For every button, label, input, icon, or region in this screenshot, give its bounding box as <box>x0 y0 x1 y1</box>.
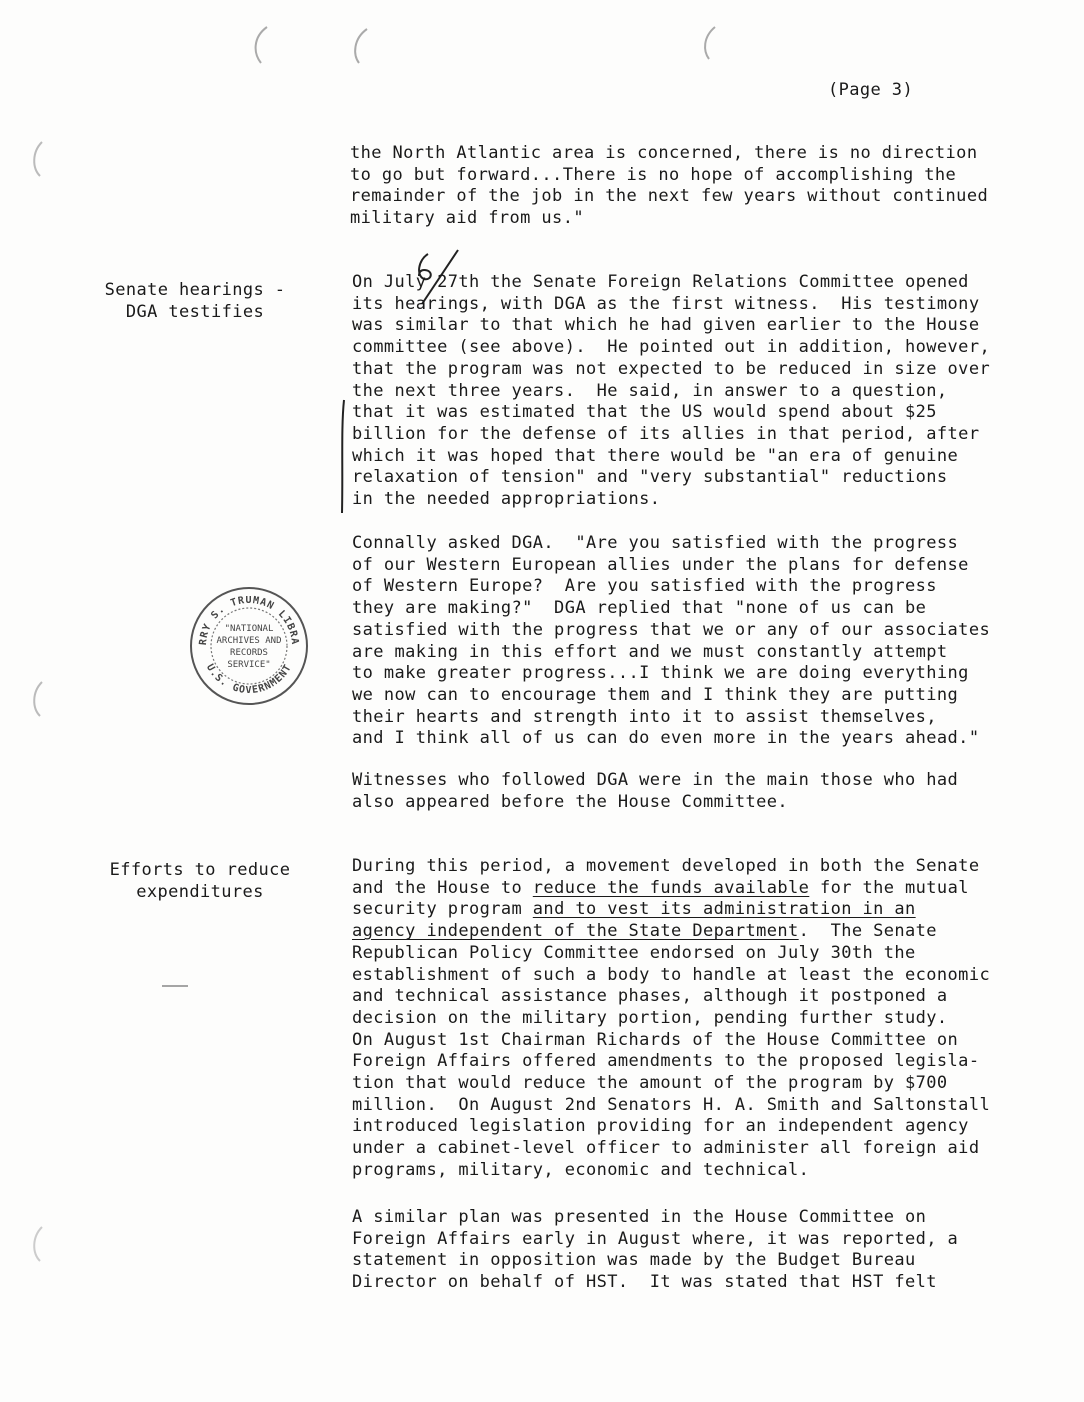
text-line: Witnesses who followed DGA were in the main those who had <box>352 770 959 790</box>
sidenote-line: Senate hearings - <box>104 280 286 300</box>
margin-bracket-mark <box>338 398 350 520</box>
text-line: statement in opposition was made by the Budget Bureau <box>352 1250 916 1271</box>
sidenote-line: Efforts to reduce <box>109 860 291 880</box>
text-line: and I think all of us can do even more in the years ahead." <box>352 728 980 749</box>
text-line: remainder of the job in the next few years without continued <box>350 186 989 207</box>
text-line: in the needed appropriations. <box>352 489 661 510</box>
page-number: (Page 3) <box>828 80 914 100</box>
archive-stamp-graphic <box>188 585 310 707</box>
underlined-phrase: and to vest its administration in an <box>532 899 916 920</box>
paragraph-connally <box>352 533 990 750</box>
text-line: that the program was not expected to be reduced in size over <box>352 358 991 379</box>
text-line: military aid from us." <box>350 208 584 229</box>
sidenote-line: DGA testifies <box>125 301 265 322</box>
text-line: establishment of such a body to handle at least the economic <box>352 964 991 985</box>
text-line: Foreign Affairs early in August where, it was reported, a <box>352 1228 959 1249</box>
text-line: A similar plan was presented in the House Committee on <box>352 1207 927 1227</box>
text-line: of our Western European allies under the plans for defense <box>352 554 969 575</box>
paragraph-senate-hearings <box>352 272 990 511</box>
text-line: their hearts and strength into it to assist themselves, <box>352 706 937 727</box>
text-line: the North Atlantic area is concerned, there is no direction <box>350 143 978 163</box>
text-line: Connally asked DGA. "Are you satisfied with the progress <box>352 533 959 553</box>
text-line: its hearings, with DGA as the first witness. His testimony <box>352 293 980 314</box>
paragraph-witnesses <box>352 770 958 813</box>
text-line: which it was hoped that there would be "an era of genuine <box>352 445 959 466</box>
text-line: and the House to reduce the funds available for the mutual <box>352 877 969 898</box>
text-line: Director on behalf of HST. It was stated that HST felt <box>352 1272 937 1293</box>
paragraph-efforts <box>352 856 990 1182</box>
scan-artifact <box>28 1225 48 1269</box>
scan-artifact <box>28 140 48 184</box>
text-line: billion for the defense of its allies in that period, after <box>352 423 980 444</box>
stamp-center-line: SERVICE" <box>227 660 271 670</box>
text-line: they are making?" DGA replied that "none of us can be <box>352 598 927 619</box>
text-line: relaxation of tension" and "very substantial" reductions <box>352 467 948 488</box>
text-line: million. On August 2nd Senators H. A. Smith and Saltonstall <box>352 1094 991 1115</box>
sidenote-efforts <box>100 860 300 903</box>
text-line: are making in this effort and we must constantly attempt <box>352 641 948 662</box>
text-line: programs, military, economic and technical. <box>352 1159 810 1180</box>
underlined-phrase: agency independent of the State Department <box>352 921 799 942</box>
paragraph-quote-end <box>350 143 988 230</box>
text-line: introduced legislation providing for an independent agency <box>352 1116 969 1137</box>
text-line: was similar to that which he had given earlier to the House <box>352 315 980 336</box>
stamp-center-line: "NATIONAL <box>224 624 274 634</box>
text-line: satisfied with the progress that we or any of our associates <box>352 619 991 640</box>
text-line: Republican Policy Committee endorsed on July 30th the <box>352 942 916 963</box>
text-line: the next three years. He said, in answer to a question, <box>352 380 948 401</box>
text-line: committee (see above). He pointed out in addition, however, <box>352 337 991 358</box>
text-line: decision on the military portion, pending further study. <box>352 1007 948 1028</box>
text-line: of Western Europe? Are you satisfied with the progress <box>352 576 937 597</box>
underlined-phrase: reduce the funds available <box>532 877 810 898</box>
scan-artifact <box>160 974 190 993</box>
text-line: On August 1st Chairman Richards of the House Committee on <box>352 1029 959 1050</box>
scan-artifact <box>245 25 785 69</box>
stamp-center-line: ARCHIVES AND <box>216 636 282 646</box>
stamp-center-line: RECORDS <box>230 648 268 658</box>
text-line: security program and to vest its administration in an <box>352 899 916 920</box>
text-line: On July 27th the Senate Foreign Relations Committee opened <box>352 272 969 292</box>
stamp-top-text: RRY S. TRUMAN LIBRA <box>197 595 301 646</box>
text-line: agency independent of the State Department. The Senate <box>352 921 937 942</box>
sidenote-senate-hearings <box>100 280 290 323</box>
text-line: under a cabinet-level officer to administer all foreign aid <box>352 1138 980 1159</box>
paragraph-similar-plan <box>352 1207 958 1294</box>
text-line: that it was estimated that the US would spend about $25 <box>352 402 937 423</box>
text-line: tion that would reduce the amount of the program by $700 <box>352 1073 948 1094</box>
text-line: to make greater progress...I think we are doing everything <box>352 663 969 684</box>
sidenote-line: expenditures <box>136 881 264 902</box>
text-line: also appeared before the House Committee. <box>352 791 789 812</box>
text-line: to go but forward...There is no hope of accomplishing the <box>350 164 957 185</box>
archive-stamp <box>188 585 310 707</box>
text-line: and technical assistance phases, although it postponed a <box>352 986 948 1007</box>
text-line: we now can to encourage them and I think they are putting <box>352 684 959 705</box>
stamp-bottom-text: U.S. GOVERNMENT <box>203 662 295 696</box>
scan-artifact <box>28 680 48 724</box>
text-line: Foreign Affairs offered amendments to the proposed legisla- <box>352 1051 980 1072</box>
text-line: During this period, a movement developed in both the Senate <box>352 856 980 876</box>
